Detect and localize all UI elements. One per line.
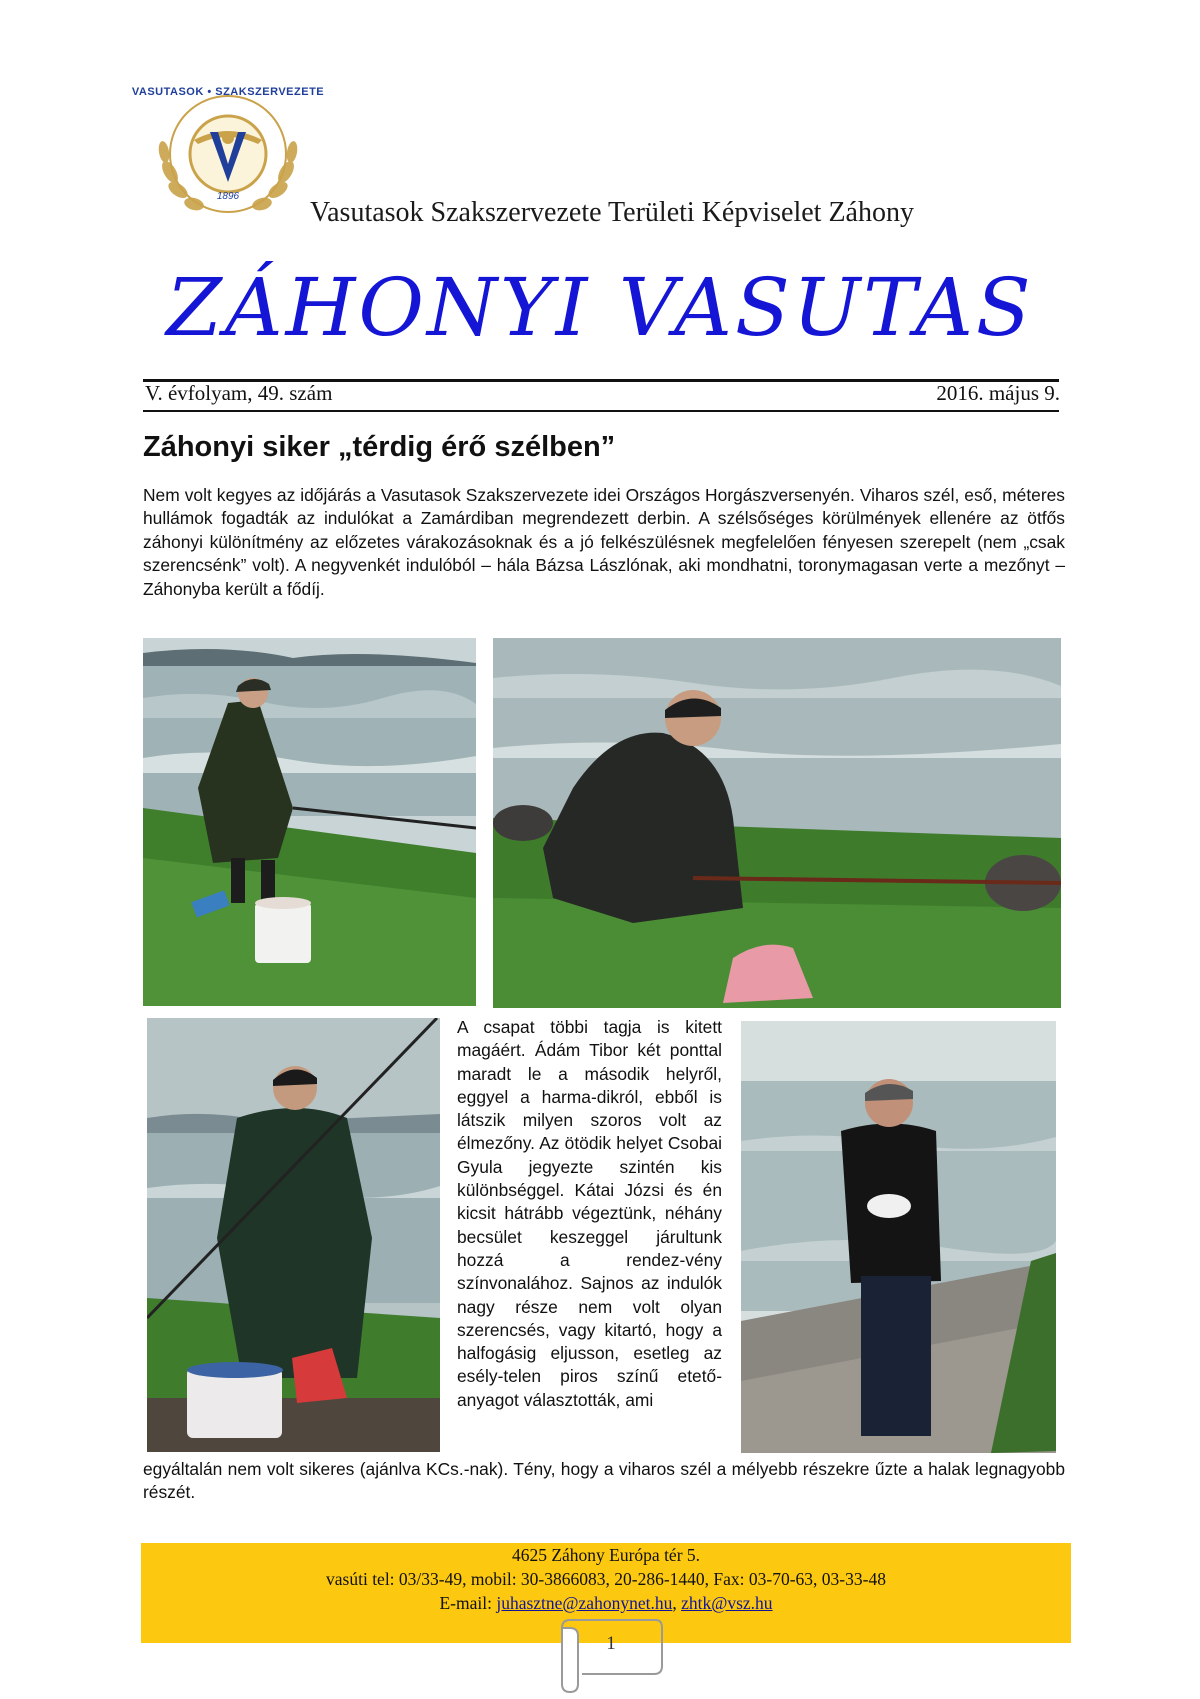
photo-angler-crouching	[493, 638, 1061, 1008]
footer-email-label: E-mail:	[439, 1593, 497, 1613]
photo-man-holding-fish	[741, 1021, 1056, 1453]
page-number-scroll-icon	[552, 1618, 664, 1694]
issue-volume: V. évfolyam, 49. szám	[145, 381, 333, 405]
article-closing-text: egyáltalán nem volt sikeres (ajánlva KCs.-nak). Tény, hogy a viharos szél a mélyebb részekre űzte a halak legnagyobb részét.	[143, 1459, 1065, 1503]
photo-angler-raincoat	[143, 638, 476, 1006]
logo-year: 1896	[216, 191, 240, 202]
footer-phones: vasúti tel: 03/33-49, mobil: 30-3866083, 20-286-1440, Fax: 03-70-63, 03-33-48	[326, 1569, 886, 1589]
footer-email-line	[141, 1593, 1071, 1614]
logo-top-text: VASUTASOK • SZAKSZERVEZETE	[131, 86, 325, 98]
email-link-zhtk[interactable]: zhtk@vsz.hu	[681, 1593, 773, 1613]
article-headline: Záhonyi siker „térdig érő szélben”	[143, 431, 616, 463]
email-link-juhasztne[interactable]: juhasztne@zahonynet.hu	[496, 1593, 673, 1613]
photo-angler-standing-rod	[147, 1018, 440, 1452]
masthead-title: ZÁHONYI VASUTAS	[166, 261, 1034, 354]
article-column-text: A csapat többi tagja is kitett magáért. Ádám Tibor két ponttal maradt le a második helyről, eggyel a harma-dikról, ebből is látszik milyen szoros volt az élmezőny. Az ötödik helyet Csobai Gyula jegyezte szintén kis különbséggel. Kátai Józsi és én kicsit hátrább végeztünk, néhány becsület keszeggel járultunk hozzá a rendez-vény színvonalához. Sajnos az indulók nagy része nem volt olyan szerencsés, vagy kitartó, hogy a halfogásig eljusson, esetleg az esély-telen piros színű etető-anyagot választották, ami	[457, 1017, 722, 1410]
page-number: 1	[606, 1633, 616, 1654]
footer-address: 4625 Záhony Európa tér 5.	[511, 1545, 701, 1565]
footer-email-separator: ,	[672, 1593, 682, 1613]
article-intro: Nem volt kegyes az időjárás a Vasutasok Szakszervezete idei Országos Horgászversenyén. Viharos szél, eső, méteres hullámok fogadták az indulókat a Zamárdiban megrendezett derbin. A szélsőséges körülmények ellenére az ötfős záhonyi különítmény az előzetes várakozásoknak és a jó felkészülésnek megfelelően fényesen szerepelt (nem „csak szerencsénk” volt). A negyvenkét indulóból – hála Bázsa Lászlónak, aki mondhatni, toronymagasan verte a mezőnyt – Záhonyba került a fődíj.	[143, 485, 1065, 599]
organization-line: Vasutasok Szakszervezete Területi Képviselet Záhony	[310, 197, 914, 228]
masthead-rule-bottom	[143, 410, 1059, 412]
issue-date: 2016. május 9.	[936, 381, 1060, 405]
